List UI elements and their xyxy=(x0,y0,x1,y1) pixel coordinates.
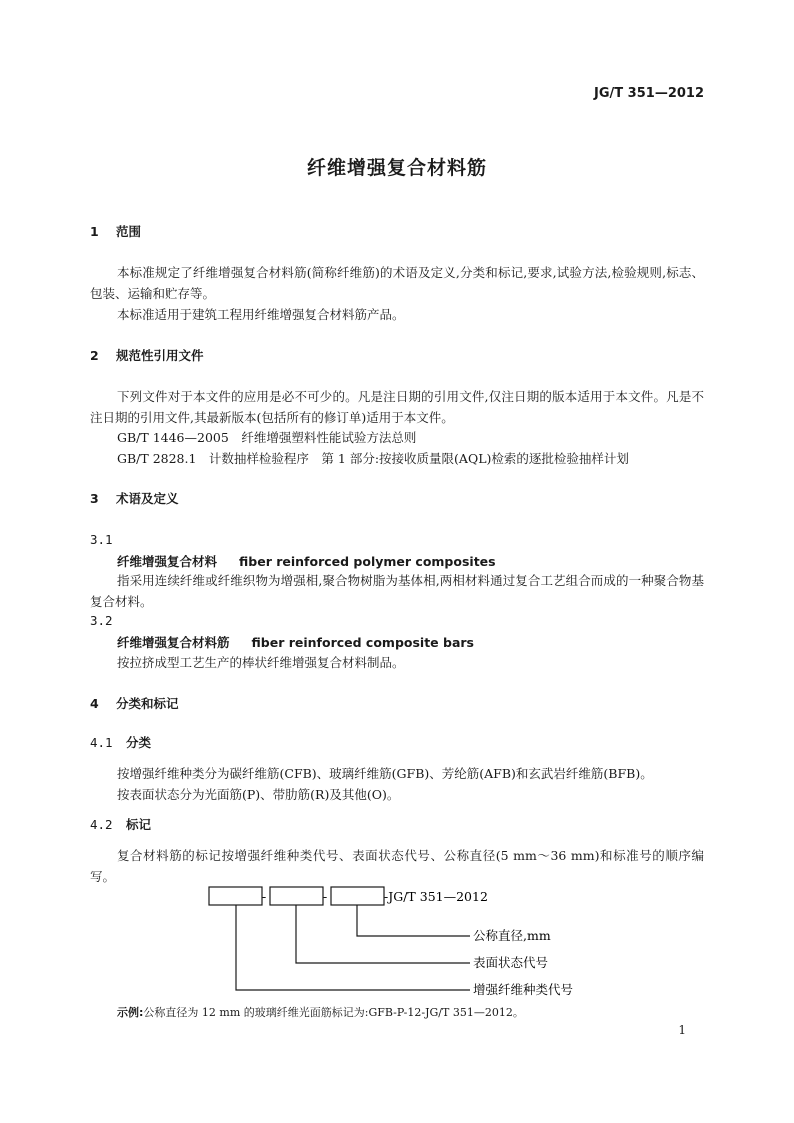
dash-2: - xyxy=(323,889,328,904)
surface-leader-line xyxy=(296,905,470,963)
subsection-4-2-title: 标记 xyxy=(126,817,152,832)
section-1-title: 范围 xyxy=(116,224,142,239)
term-3-1-name xyxy=(117,552,496,570)
section-2-title: 规范性引用文件 xyxy=(116,348,204,363)
section-1-para-1: 本标准规定了纤维增强复合材料筋(简称纤维筋)的术语及定义,分类和标记,要求,试验方法,检验规则,标志、包装、运输和贮存等。 xyxy=(90,265,704,301)
classification-line-1: 按增强纤维种类分为碳纤维筋(CFB)、玻璃纤维筋(GFB)、芳纶筋(AFB)和玄武岩纤维筋(BFB)。 xyxy=(117,766,653,781)
term-3-1-number: 3.1 xyxy=(90,532,113,547)
fiber-type-box xyxy=(209,887,262,905)
label-surface: 表面状态代号 xyxy=(473,955,549,970)
label-diameter: 公称直径,mm xyxy=(473,928,551,943)
example-note xyxy=(117,1004,524,1020)
section-1-para-2: 本标准适用于建筑工程用纤维增强复合材料筋产品。 xyxy=(117,307,405,322)
term-3-2-definition: 按拉挤成型工艺生产的棒状纤维增强复合材料制品。 xyxy=(117,655,405,670)
term-3-2-name-en: fiber reinforced composite bars xyxy=(251,635,475,650)
subsection-4-2-number: 4.2 xyxy=(90,817,113,832)
section-2-para-1: 下列文件对于本文件的应用是必不可少的。凡是注日期的引用文件,仅注日期的版本适用于本文件。凡是不注日期的引用文件,其最新版本(包括所有的修订单)适用于本文件。 xyxy=(90,389,704,425)
section-2-number: 2 xyxy=(90,348,99,363)
standard-number: JG/T 351—2012 xyxy=(594,86,704,101)
classification-line-2: 按表面状态分为光面筋(P)、带肋筋(R)及其他(O)。 xyxy=(117,787,400,802)
diameter-leader-line xyxy=(357,905,470,936)
term-3-1-name-en: fiber reinforced polymer composites xyxy=(239,554,496,569)
section-1-heading xyxy=(90,222,141,240)
term-3-2-number: 3.2 xyxy=(90,613,113,628)
fiber-leader-line xyxy=(236,905,470,990)
subsection-4-2-heading xyxy=(90,815,151,833)
section-2-heading xyxy=(90,346,204,364)
term-3-2-name xyxy=(117,633,474,651)
example-prefix: 示例: xyxy=(117,1006,144,1019)
section-3-title: 术语及定义 xyxy=(116,491,179,506)
reference-2: GB/T 2828.1 计数抽样检验程序 第 1 部分:按接收质量限(AQL)检索的逐批检验抽样计划 xyxy=(117,451,629,466)
section-4-title: 分类和标记 xyxy=(116,696,179,711)
label-fiber: 增强纤维种类代号 xyxy=(473,982,574,997)
section-1-number: 1 xyxy=(90,224,99,239)
subsection-4-1-title: 分类 xyxy=(126,735,152,750)
term-3-2-name-cn: 纤维增强复合材料筋 xyxy=(117,635,230,650)
page-number: 1 xyxy=(678,1023,686,1037)
reference-1: GB/T 1446—2005 纤维增强塑料性能试验方法总则 xyxy=(117,430,417,445)
subsection-4-1-number: 4.1 xyxy=(90,735,113,750)
document-title: 纤维增强复合材料筋 xyxy=(306,157,487,179)
standard-suffix: -JG/T 351—2012 xyxy=(384,889,488,904)
section-3-heading xyxy=(90,489,179,507)
marking-diagram xyxy=(0,880,794,1000)
dash-1: - xyxy=(262,889,267,904)
diameter-box xyxy=(331,887,384,905)
marking-paragraph: 复合材料筋的标记按增强纤维种类代号、表面状态代号、公称直径(5 mm～36 mm)和标准号的顺序编写。 xyxy=(90,848,704,884)
section-4-heading xyxy=(90,694,179,712)
subsection-4-1-heading xyxy=(90,733,151,751)
section-4-number: 4 xyxy=(90,696,99,711)
surface-state-box xyxy=(270,887,323,905)
term-3-1-name-cn: 纤维增强复合材料 xyxy=(117,554,218,569)
example-text: 公称直径为 12 mm 的玻璃纤维光面筋标记为:GFB-P-12-JG/T 351—2012。 xyxy=(143,1006,524,1019)
term-3-1-definition: 指采用连续纤维或纤维织物为增强相,聚合物树脂为基体相,两相材料通过复合工艺组合而成的一种聚合物基复合材料。 xyxy=(90,573,704,609)
section-3-number: 3 xyxy=(90,491,99,506)
